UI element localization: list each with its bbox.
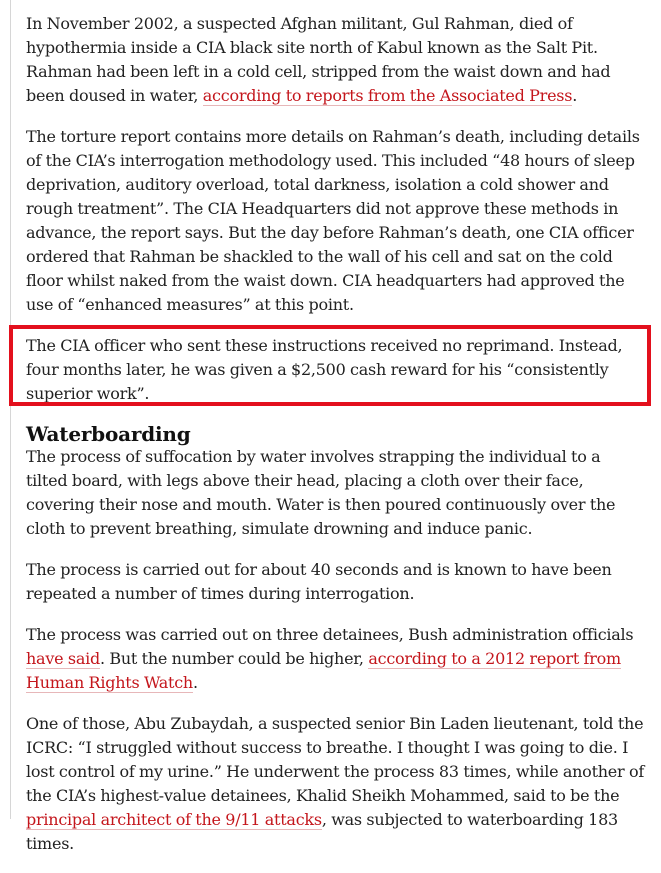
link-associated-press-reports[interactable]: according to reports from the Associated Press	[202, 86, 573, 105]
link-have-said[interactable]: have said	[26, 649, 100, 668]
paragraph-detainee-count: The process was carried out on three detainees, Bush administration officials have said. But the number could be higher, according to a 2012 report from Human Rights Watch.	[26, 625, 634, 692]
paragraph-abu-zubaydah-testimony: One of those, Abu Zubaydah, a suspected senior Bin Laden lieutenant, told the ICRC: “I struggled without success to breathe. I thought I was going to die. I lost control of my urine.” He underwent the process 83 times, while another of the CIA’s highest-value detainees, Khalid Sheikh Mohammed, said to be the principal architect of the 9/11 attacks, was subjected to waterboarding 183 times.	[26, 714, 645, 853]
paragraph-gul-rahman-death: In November 2002, a suspected Afghan militant, Gul Rahman, died of hypothermia inside a CIA black site north of Kabul known as the Salt Pit. Rahman had been left in a cold cell, stripped from the waist down and had been doused in water, according to reports from the Associated Press.	[26, 14, 611, 105]
article-body	[26, 12, 646, 873]
highlighted-passage	[26, 334, 646, 406]
paragraph-process-duration: The process is carried out for about 40 seconds and is known to have been repeated a number of times during interrogation.	[26, 560, 612, 603]
link-principal-architect-911[interactable]: principal architect of the 9/11 attacks	[26, 810, 322, 829]
paragraph-torture-report-details: The torture report contains more details on Rahman’s death, including details of the CIA’s interrogation methodology used. This included “48 hours of sleep deprivation, auditory overload, total darkness, isolation a cold shower and rough treatment”. The CIA Headquarters did not approve these methods in advance, the report says. But the day before Rahman’s death, one CIA officer ordered that Rahman be shackled to the wall of his cell and sat on the cold floor whilst naked from the waist down. CIA headquarters had approved the use of “enhanced measures” at this point.	[26, 127, 640, 314]
left-margin-rule	[10, 0, 11, 819]
link-human-rights-watch-report[interactable]: according to a 2012 report from Human Rights Watch	[26, 649, 621, 692]
highlight-box	[9, 325, 651, 406]
paragraph-officer-reward: The CIA officer who sent these instructions received no reprimand. Instead, four months later, he was given a $2,500 cash reward for his “consistently superior work”.	[26, 336, 623, 403]
section-heading-waterboarding: Waterboarding	[26, 422, 191, 446]
paragraph-waterboarding-process: The process of suffocation by water involves strapping the individual to a tilted board, with legs above their head, placing a cloth over their face, covering their nose and mouth. Water is then poured continuously over the cloth to prevent breathing, simulate drowning and induce panic.	[26, 447, 616, 538]
